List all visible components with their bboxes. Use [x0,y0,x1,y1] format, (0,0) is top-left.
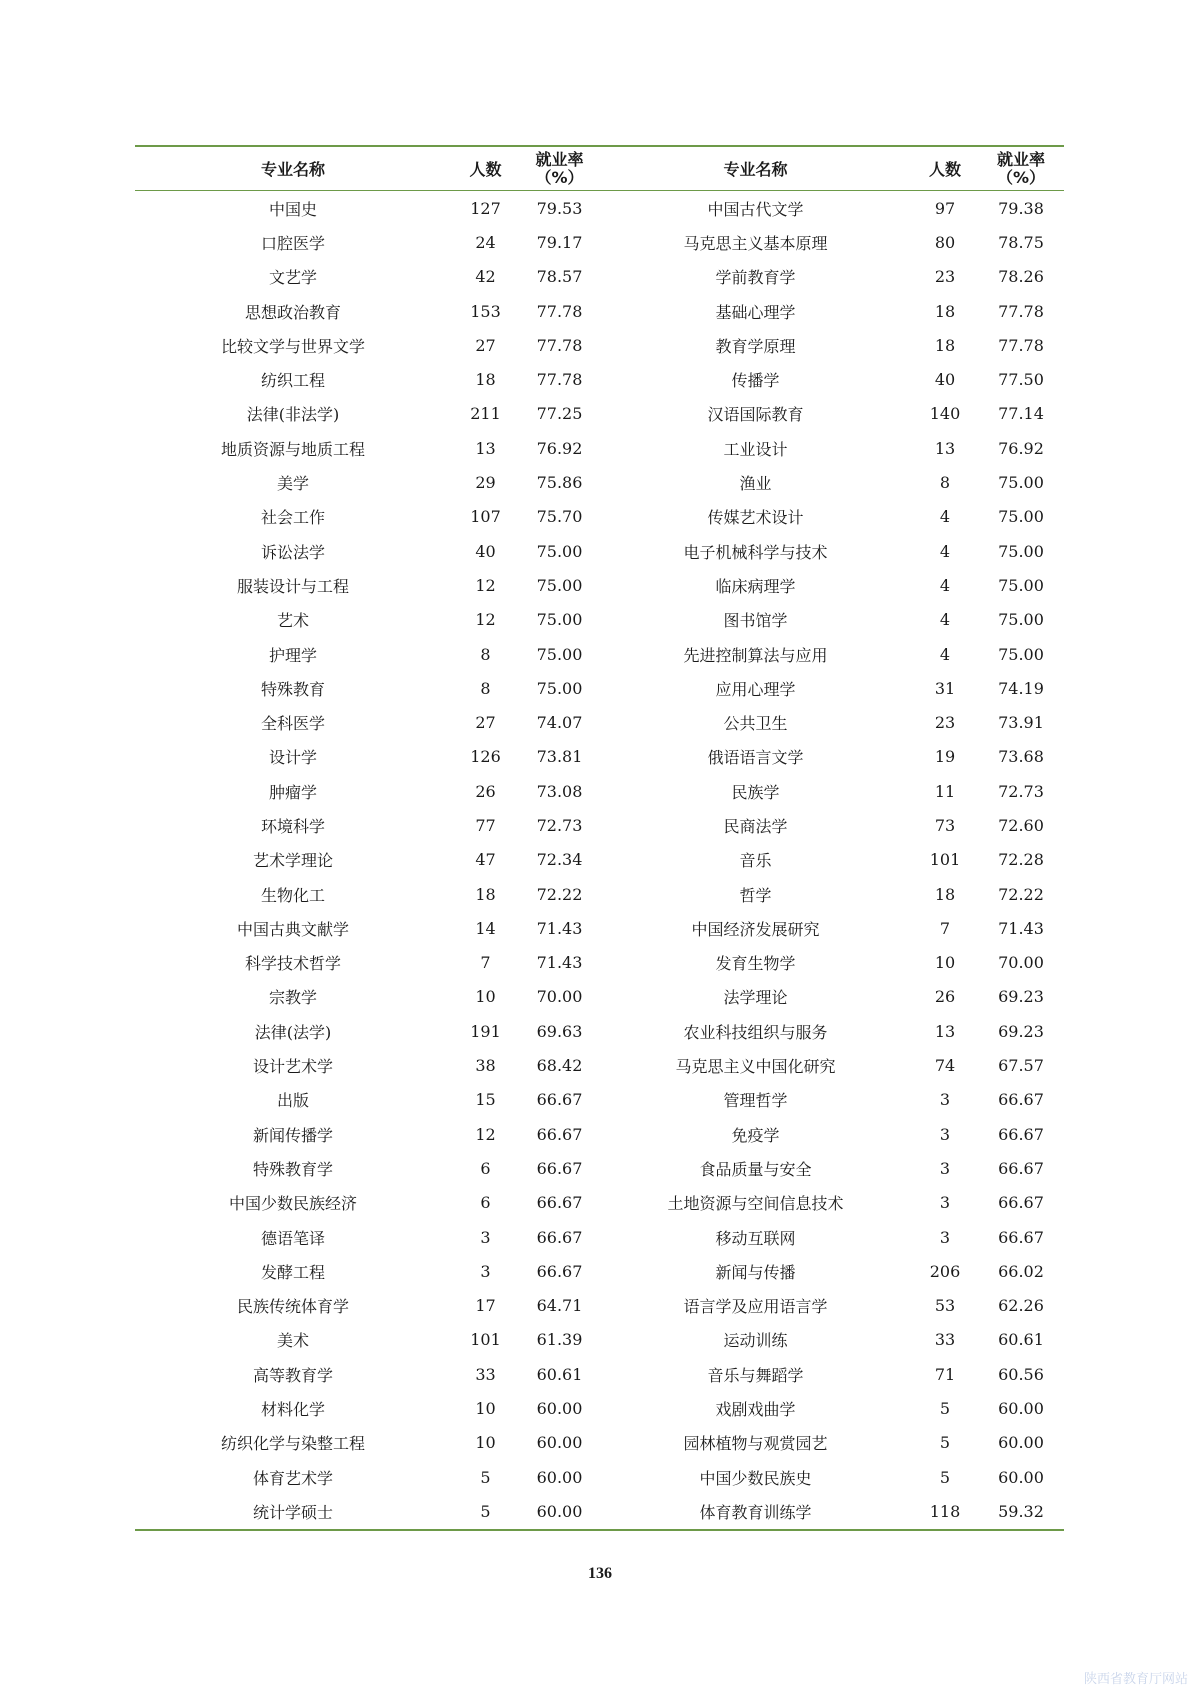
header-major-name-left: 专业名称 [260,160,325,179]
left-employment-rate-cell: 64.71 [536,1296,583,1316]
right-major-name-cell: 土地资源与空间信息技术 [667,1194,844,1214]
right-major-name-cell: 电子机械科学与技术 [683,542,828,562]
right-count-cell: 5 [939,1399,951,1419]
watermark: 陕西省教育厅网站 [1083,1672,1188,1687]
right-employment-rate-cell: 70.00 [998,953,1044,973]
left-major-name-cell: 艺术 [276,611,309,631]
left-major-name-cell: 德语笔译 [260,1228,325,1248]
left-major-name-cell: 服装设计与工程 [236,576,349,596]
right-major-name-cell: 音乐与舞蹈学 [707,1365,804,1385]
right-employment-rate-cell: 60.00 [998,1399,1044,1419]
right-major-name-cell: 中国经济发展研究 [691,919,820,939]
left-count-cell: 27 [475,713,496,733]
right-major-name-cell: 戏剧戏曲学 [715,1400,796,1420]
left-major-name-cell: 科学技术哲学 [244,954,341,974]
left-employment-rate-cell: 75.00 [536,610,583,630]
right-employment-rate-cell: 66.67 [998,1227,1044,1247]
left-major-name-cell: 高等教育学 [252,1365,333,1385]
right-employment-rate-cell: 77.78 [998,301,1044,321]
right-employment-rate-cell: 72.28 [998,850,1044,870]
table-row [135,1014,1064,1048]
table-row [135,671,1064,705]
right-major-name-cell: 食品质量与安全 [699,1159,812,1179]
right-major-name-cell: 中国古代文学 [707,199,804,219]
right-count-cell: 8 [939,473,951,493]
right-major-name-cell: 法学理论 [723,988,788,1008]
left-count-cell: 26 [475,781,496,801]
table-row [135,1460,1064,1494]
left-major-name-cell: 体育艺术学 [252,1468,333,1488]
left-employment-rate-cell: 71.43 [536,953,583,973]
left-count-cell: 101 [470,1330,501,1350]
right-employment-rate-cell: 66.02 [998,1261,1044,1281]
table-row [135,191,1064,225]
left-employment-rate-cell: 79.53 [536,198,583,218]
right-major-name-cell: 体育教育训练学 [699,1502,812,1522]
left-major-name-cell: 生物化工 [260,885,325,905]
right-employment-rate-cell: 69.23 [998,1021,1044,1041]
right-employment-rate-cell: 77.50 [998,370,1044,390]
left-major-name-cell: 发酵工程 [260,1262,325,1282]
right-count-cell: 4 [939,541,951,561]
left-major-name-cell: 艺术学理论 [252,851,333,871]
left-count-cell: 27 [475,335,496,355]
right-major-name-cell: 传播学 [731,371,780,391]
left-count-cell: 127 [470,198,501,218]
table-row [135,1048,1064,1082]
table-row [135,1494,1064,1528]
right-count-cell: 4 [939,575,951,595]
right-employment-rate-cell: 75.00 [998,473,1044,493]
left-count-cell: 126 [470,747,501,767]
left-major-name-cell: 护理学 [268,645,317,665]
right-employment-rate-cell: 67.57 [998,1056,1044,1076]
left-employment-rate-cell: 79.17 [536,232,583,252]
left-major-name-cell: 法律(非法学) [246,405,340,425]
left-employment-rate-cell: 66.67 [536,1227,583,1247]
right-count-cell: 31 [934,678,956,698]
right-employment-rate-cell: 77.78 [998,335,1044,355]
right-employment-rate-cell: 69.23 [998,987,1044,1007]
right-major-name-cell: 工业设计 [723,439,788,459]
left-count-cell: 77 [475,815,496,835]
table-row [135,1083,1064,1117]
left-employment-rate-cell: 61.39 [536,1330,583,1350]
left-major-name-cell: 中国古典文献学 [236,919,349,939]
table-row [135,1391,1064,1425]
left-major-name-cell: 法律(法学) [254,1022,332,1042]
right-major-name-cell: 学前教育学 [715,268,796,288]
header-rate-left-line1: 就业率 [535,149,584,169]
left-major-name-cell: 材料化学 [260,1400,325,1420]
left-employment-rate-cell: 75.86 [536,473,583,493]
right-major-name-cell: 农业科技组织与服务 [683,1022,828,1042]
table-row [135,980,1064,1014]
right-major-name-cell: 民商法学 [723,816,788,836]
right-count-cell: 206 [929,1261,961,1281]
left-count-cell: 8 [480,678,491,698]
right-employment-rate-cell: 60.00 [998,1433,1044,1453]
right-major-name-cell: 传媒艺术设计 [707,508,804,528]
header-rate-left-line2: （%） [535,167,584,187]
table-row [135,1186,1064,1220]
right-employment-rate-cell: 66.67 [998,1158,1044,1178]
left-count-cell: 29 [475,473,496,493]
right-employment-rate-cell: 72.60 [998,815,1044,835]
left-count-cell: 6 [480,1158,491,1178]
right-major-name-cell: 教育学原理 [715,336,796,356]
right-major-name-cell: 应用心理学 [715,679,796,699]
right-count-cell: 5 [939,1433,951,1453]
table-row [135,1289,1064,1323]
left-major-name-cell: 宗教学 [268,988,317,1008]
right-count-cell: 4 [939,644,951,664]
left-count-cell: 47 [475,850,496,870]
right-major-name-cell: 汉语国际教育 [707,405,804,425]
left-employment-rate-cell: 60.00 [536,1467,583,1487]
right-count-cell: 3 [939,1227,951,1247]
table-row [135,1151,1064,1185]
left-count-cell: 7 [480,953,491,973]
left-employment-rate-cell: 75.70 [536,507,583,527]
table-row [135,637,1064,671]
table-row [135,774,1064,808]
left-employment-rate-cell: 60.61 [536,1364,583,1384]
right-count-cell: 71 [934,1364,956,1384]
right-major-name-cell: 发育生物学 [715,954,796,974]
right-major-name-cell: 俄语语言文学 [707,748,804,768]
right-count-cell: 13 [934,438,956,458]
left-count-cell: 153 [470,301,501,321]
table-row [135,431,1064,465]
left-employment-rate-cell: 75.00 [536,541,583,561]
table-row [135,1117,1064,1151]
left-count-cell: 5 [480,1501,491,1521]
right-count-cell: 23 [934,713,956,733]
left-major-name-cell: 统计学硕士 [252,1502,333,1522]
right-employment-rate-cell: 75.00 [998,575,1044,595]
table-row [135,362,1064,396]
right-count-cell: 40 [934,370,956,390]
left-count-cell: 40 [475,541,496,561]
left-major-name-cell: 设计学 [268,748,317,768]
left-count-cell: 33 [475,1364,496,1384]
left-count-cell: 15 [475,1090,496,1110]
table-row [135,397,1064,431]
left-employment-rate-cell: 72.34 [536,850,583,870]
left-count-cell: 6 [480,1193,491,1213]
table-header-row [135,147,1064,190]
left-count-cell: 38 [475,1056,496,1076]
right-count-cell: 80 [934,232,956,252]
left-major-name-cell: 美术 [276,1331,309,1351]
header-rate-right-line2: （%） [996,167,1046,187]
left-employment-rate-cell: 60.00 [536,1501,583,1521]
table-row [135,1254,1064,1288]
left-major-name-cell: 中国史 [268,199,317,219]
left-major-name-cell: 思想政治教育 [244,302,341,322]
right-employment-rate-cell: 75.00 [998,541,1044,561]
right-count-cell: 3 [939,1193,951,1213]
right-count-cell: 4 [939,610,951,630]
right-employment-rate-cell: 62.26 [998,1296,1044,1316]
right-count-cell: 13 [934,1021,956,1041]
table-row [135,225,1064,259]
left-count-cell: 8 [480,644,491,664]
header-count-left: 人数 [469,160,502,179]
right-count-cell: 18 [934,884,956,904]
left-employment-rate-cell: 75.00 [536,678,583,698]
left-employment-rate-cell: 69.63 [536,1021,583,1041]
right-major-name-cell: 运动训练 [723,1331,788,1351]
left-employment-rate-cell: 66.67 [536,1090,583,1110]
left-employment-rate-cell: 68.42 [536,1056,583,1076]
left-count-cell: 18 [475,370,496,390]
right-major-name-cell: 免疫学 [731,1125,780,1145]
left-employment-rate-cell: 77.25 [536,404,583,424]
right-major-name-cell: 新闻与传播 [715,1262,796,1282]
left-employment-rate-cell: 77.78 [536,335,583,355]
table-row [135,946,1064,980]
table-row [135,1220,1064,1254]
header-count-right: 人数 [928,160,961,179]
right-major-name-cell: 音乐 [739,851,772,871]
table-bottom-rule [135,1529,1064,1531]
left-major-name-cell: 地质资源与地质工程 [220,439,365,459]
employment-rate-table [135,145,1064,1531]
left-count-cell: 12 [475,610,496,630]
left-major-name-cell: 特殊教育 [260,679,325,699]
left-major-name-cell: 民族传统体育学 [236,1297,349,1317]
right-count-cell: 3 [939,1124,951,1144]
right-major-name-cell: 马克思主义中国化研究 [675,1057,836,1077]
right-major-name-cell: 语言学及应用语言学 [683,1297,828,1317]
left-major-name-cell: 比较文学与世界文学 [220,336,365,356]
right-major-name-cell: 移动互联网 [715,1228,796,1248]
left-count-cell: 10 [475,1433,496,1453]
left-count-cell: 5 [480,1467,491,1487]
table-row [135,534,1064,568]
right-major-name-cell: 临床病理学 [715,576,796,596]
left-employment-rate-cell: 76.92 [536,438,583,458]
table-row [135,568,1064,602]
left-major-name-cell: 出版 [276,1091,309,1111]
table-row [135,500,1064,534]
left-employment-rate-cell: 70.00 [536,987,583,1007]
right-major-name-cell: 基础心理学 [715,302,796,322]
left-employment-rate-cell: 66.67 [536,1193,583,1213]
left-employment-rate-cell: 78.57 [536,267,583,287]
right-employment-rate-cell: 59.32 [998,1501,1044,1521]
table-row [135,1323,1064,1357]
right-major-name-cell: 民族学 [731,782,780,802]
right-count-cell: 53 [934,1296,956,1316]
right-employment-rate-cell: 75.00 [998,644,1044,664]
left-count-cell: 42 [475,267,496,287]
left-employment-rate-cell: 75.00 [536,575,583,595]
table-body [135,191,1064,1529]
table-row [135,294,1064,328]
right-employment-rate-cell: 76.92 [998,438,1044,458]
left-count-cell: 10 [475,987,496,1007]
left-employment-rate-cell: 72.22 [536,884,583,904]
right-count-cell: 33 [934,1330,956,1350]
right-count-cell: 10 [934,953,956,973]
left-major-name-cell: 中国少数民族经济 [228,1194,357,1214]
left-major-name-cell: 文艺学 [268,268,317,288]
right-count-cell: 3 [939,1090,951,1110]
left-count-cell: 14 [475,918,496,938]
table-row [135,808,1064,842]
left-employment-rate-cell: 73.81 [536,747,583,767]
right-count-cell: 5 [939,1467,951,1487]
left-major-name-cell: 口腔医学 [260,233,325,253]
left-count-cell: 12 [475,1124,496,1144]
left-employment-rate-cell: 74.07 [536,713,583,733]
right-employment-rate-cell: 79.38 [998,198,1044,218]
left-employment-rate-cell: 75.00 [536,644,583,664]
left-employment-rate-cell: 77.78 [536,370,583,390]
right-count-cell: 4 [939,507,951,527]
right-count-cell: 18 [934,301,956,321]
left-employment-rate-cell: 60.00 [536,1433,583,1453]
right-count-cell: 3 [939,1158,951,1178]
table-row [135,260,1064,294]
right-count-cell: 19 [934,747,956,767]
left-count-cell: 17 [475,1296,496,1316]
left-major-name-cell: 诉讼法学 [260,542,325,562]
right-count-cell: 73 [934,815,956,835]
right-major-name-cell: 先进控制算法与应用 [683,645,828,665]
left-major-name-cell: 纺织工程 [260,371,325,391]
right-employment-rate-cell: 75.00 [998,507,1044,527]
right-employment-rate-cell: 66.67 [998,1124,1044,1144]
header-rate-right [978,151,1064,187]
left-count-cell: 24 [475,232,496,252]
right-employment-rate-cell: 71.43 [998,918,1044,938]
right-employment-rate-cell: 66.67 [998,1090,1044,1110]
right-count-cell: 140 [929,404,961,424]
page-number: 136 [588,1565,612,1582]
right-major-name-cell: 马克思主义基本原理 [683,233,828,253]
right-count-cell: 101 [929,850,961,870]
right-employment-rate-cell: 66.67 [998,1193,1044,1213]
right-employment-rate-cell: 72.73 [998,781,1044,801]
right-count-cell: 26 [934,987,956,1007]
left-major-name-cell: 设计艺术学 [252,1057,333,1077]
table-row [135,1426,1064,1460]
left-employment-rate-cell: 73.08 [536,781,583,801]
left-count-cell: 107 [470,507,501,527]
right-major-name-cell: 管理哲学 [723,1091,788,1111]
right-major-name-cell: 渔业 [739,474,772,494]
right-major-name-cell: 园林植物与观赏园艺 [683,1434,828,1454]
right-employment-rate-cell: 77.14 [998,404,1044,424]
right-count-cell: 7 [939,918,951,938]
right-employment-rate-cell: 74.19 [998,678,1044,698]
left-count-cell: 10 [475,1399,496,1419]
left-employment-rate-cell: 72.73 [536,815,583,835]
right-count-cell: 74 [934,1056,956,1076]
left-employment-rate-cell: 71.43 [536,918,583,938]
right-employment-rate-cell: 60.61 [998,1330,1044,1350]
left-employment-rate-cell: 60.00 [536,1399,583,1419]
right-major-name-cell: 图书馆学 [723,611,788,631]
left-major-name-cell: 肿瘤学 [268,782,317,802]
left-employment-rate-cell: 77.78 [536,301,583,321]
left-major-name-cell: 社会工作 [260,508,325,528]
left-count-cell: 12 [475,575,496,595]
left-count-cell: 3 [480,1261,491,1281]
right-employment-rate-cell: 73.68 [998,747,1044,767]
table-row [135,843,1064,877]
left-major-name-cell: 全科医学 [260,714,325,734]
right-count-cell: 97 [934,198,956,218]
table-row [135,705,1064,739]
left-major-name-cell: 美学 [276,474,309,494]
header-rate-left [520,151,599,187]
table-row [135,740,1064,774]
right-count-cell: 118 [929,1501,961,1521]
left-count-cell: 18 [475,884,496,904]
left-major-name-cell: 特殊教育学 [252,1159,333,1179]
left-count-cell: 13 [475,438,496,458]
right-major-name-cell: 中国少数民族史 [699,1468,812,1488]
left-count-cell: 211 [470,404,501,424]
right-count-cell: 23 [934,267,956,287]
right-employment-rate-cell: 78.75 [998,232,1044,252]
left-employment-rate-cell: 66.67 [536,1124,583,1144]
left-major-name-cell: 新闻传播学 [252,1125,333,1145]
left-count-cell: 3 [480,1227,491,1247]
right-major-name-cell: 公共卫生 [723,714,788,734]
table-row [135,328,1064,362]
table-row [135,1357,1064,1391]
table-row [135,911,1064,945]
right-employment-rate-cell: 60.00 [998,1467,1044,1487]
table-row [135,877,1064,911]
right-employment-rate-cell: 72.22 [998,884,1044,904]
left-employment-rate-cell: 66.67 [536,1158,583,1178]
right-employment-rate-cell: 78.26 [998,267,1044,287]
right-major-name-cell: 哲学 [739,885,772,905]
left-employment-rate-cell: 66.67 [536,1261,583,1281]
header-major-name-right: 专业名称 [723,160,788,179]
left-count-cell: 191 [470,1021,501,1041]
table-row [135,465,1064,499]
table-row [135,603,1064,637]
right-count-cell: 18 [934,335,956,355]
right-employment-rate-cell: 75.00 [998,610,1044,630]
right-employment-rate-cell: 60.56 [998,1364,1044,1384]
left-major-name-cell: 纺织化学与染整工程 [220,1434,365,1454]
left-major-name-cell: 环境科学 [260,816,325,836]
right-count-cell: 11 [934,781,956,801]
right-employment-rate-cell: 73.91 [998,713,1044,733]
header-rate-right-line1: 就业率 [996,149,1045,169]
